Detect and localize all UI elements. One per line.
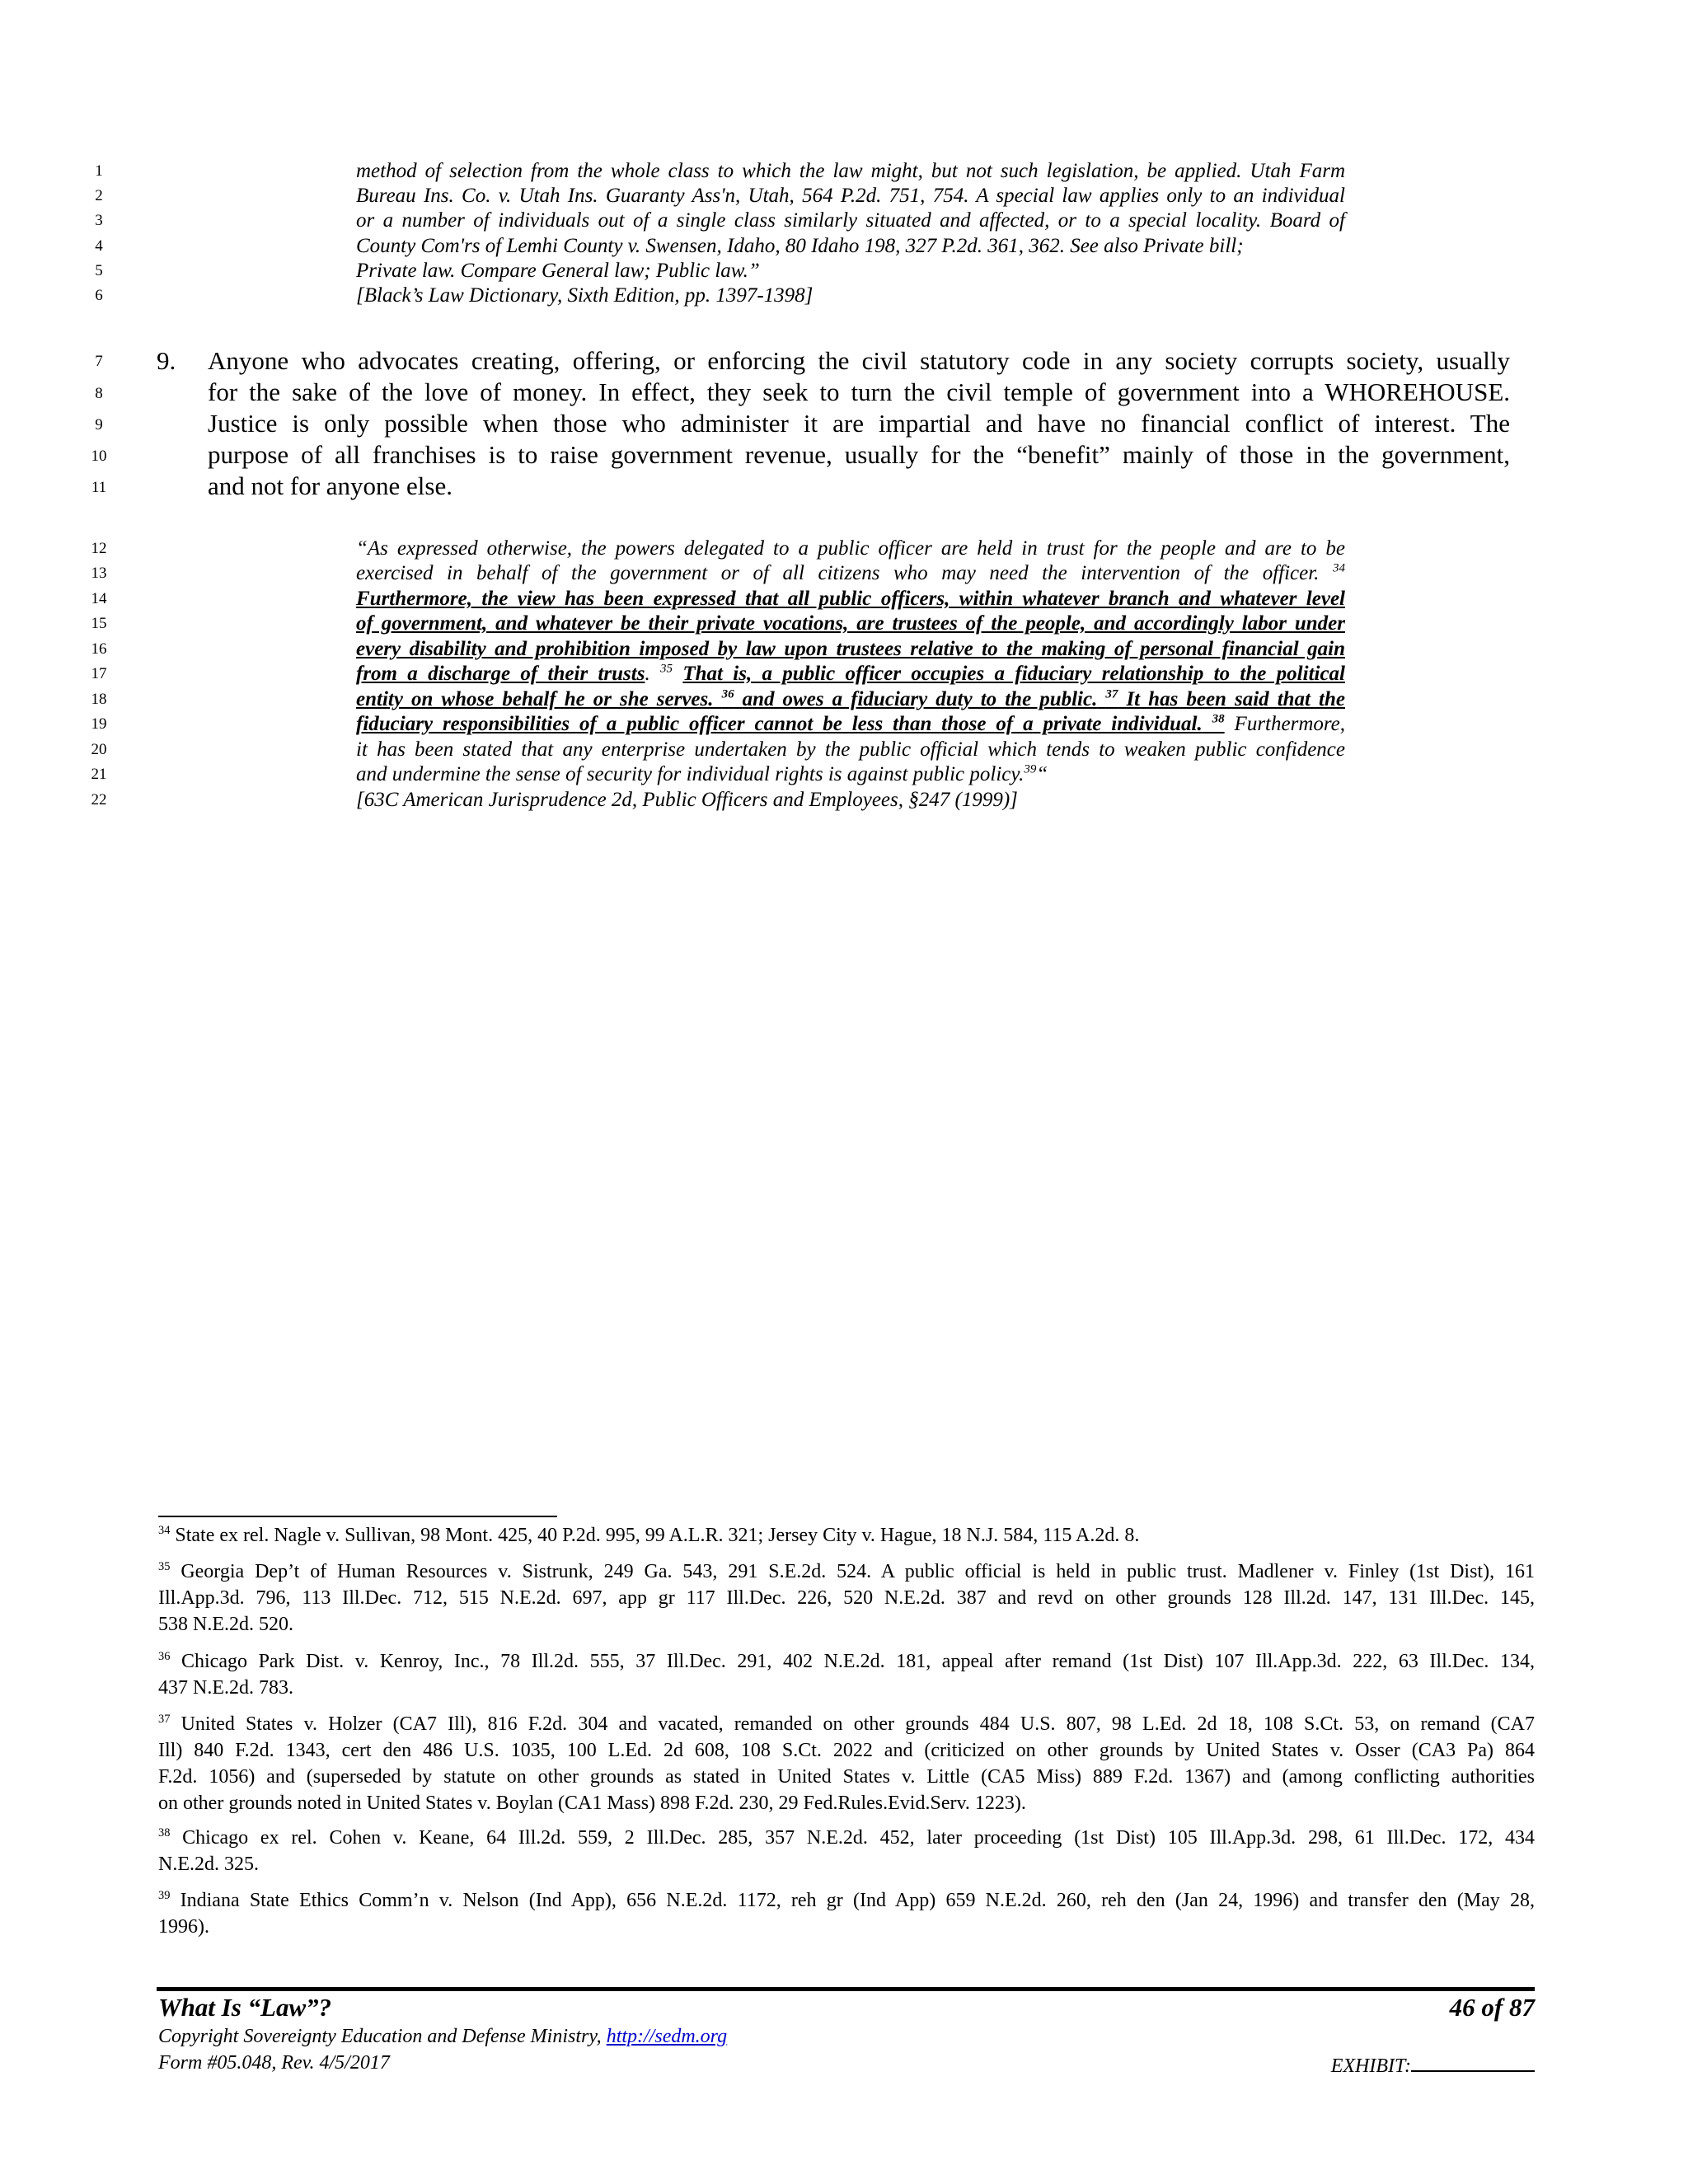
sedm-link[interactable]: http://sedm.org <box>606 2026 728 2047</box>
footnote-36 <box>158 1648 1535 1701</box>
quote-text: exercised in behalf of the government or of all citizens who may need the intervention of the officer. <box>356 562 1320 584</box>
footnote-text: State ex rel. Nagle v. Sullivan, 98 Mont. 425, 40 P.2d. 995, 99 A.L.R. 321; Jersey City v. Hague, 18 N.J. 584, 115 A.2d. 8. <box>175 1525 1140 1546</box>
footnote-line: Ill) 840 F.2d. 1343, cert den 486 U.S. 1035, 100 L.Ed. 2d 608, 108 S.Ct. 2022 and (criticized on other grounds by United States v. Osser (CA3 Pa) 864 <box>158 1740 1535 1761</box>
quote-emphasis-text: entity on whose behalf he or she serves. <box>356 688 714 710</box>
quote-emphasis-text: and owes a fiduciary duty to the public. <box>742 688 1098 710</box>
line-number: 14 <box>91 590 107 607</box>
footnote-text: Chicago ex rel. Cohen v. Keane, 64 Ill.2d. 559, 2 Ill.Dec. 285, 357 N.E.2d. 452, later proceeding (1st Dist) 105 Ill.App.3d. 298, 61 Ill.Dec. 172, 434 <box>182 1827 1536 1849</box>
footnote-line <box>158 1522 1535 1549</box>
line-number: 11 <box>91 479 107 496</box>
document-title: What Is “Law”? <box>158 1993 332 2022</box>
footnote-line: N.E.2d. 325. <box>158 1854 259 1875</box>
quote-text: “ <box>1036 763 1048 785</box>
line-number: 5 <box>95 262 103 279</box>
quote-line-emphasis: every disability and prohibition imposed by law upon trustees relative to the making of personal financial gain <box>356 638 1345 660</box>
footnote-ref-38[interactable]: 38 <box>1212 712 1225 726</box>
form-number: Form #05.048, Rev. 4/5/2017 <box>158 2052 390 2074</box>
footnote-38 <box>158 1825 1535 1877</box>
quote-line <box>356 662 1345 687</box>
line-number: 7 <box>95 353 103 370</box>
footnote-line: 437 N.E.2d. 783. <box>158 1677 293 1699</box>
footnote-line <box>158 1887 1535 1914</box>
quote-line: “As expressed otherwise, the powers delegated to a public officer are held in trust for the people and are to be <box>356 537 1345 560</box>
line-number: 18 <box>91 691 107 708</box>
quote-line <box>356 561 1345 586</box>
quote-line: it has been stated that any enterprise undertaken by the public official which tends to weaken public confidence <box>356 738 1345 761</box>
footnote-number: 36 <box>158 1650 171 1663</box>
quote-emphasis <box>356 713 1225 735</box>
quote-line: or a number of individuals out of a single class similarly situated and affected, or to a special locality. Board of <box>356 209 1345 232</box>
footnote-text: United States v. Holzer (CA7 Ill), 816 F.2d. 304 and vacated, remanded on other grounds 484 U.S. 807, 98 L.Ed. 2d 18, 108 S.Ct. 53, on remand (CA7 <box>181 1713 1535 1735</box>
line-number: 8 <box>95 385 103 402</box>
exhibit-field <box>1331 2052 1535 2078</box>
line-number: 13 <box>91 565 107 582</box>
footnote-35 <box>158 1558 1535 1638</box>
footnote-separator <box>158 1516 557 1517</box>
footnote-ref-34[interactable]: 34 <box>1333 561 1345 575</box>
quote-line-emphasis: of government, and whatever be their private vocations, are trustees of the people, and accordingly labor under <box>356 612 1345 635</box>
paragraph-line: Justice is only possible when those who administer it are impartial and have no financial conflict of interest. The <box>208 409 1510 438</box>
quote-line: method of selection from the whole class to which the law might, but not such legislation, be applied. Utah Farm <box>356 160 1345 182</box>
paragraph-line: for the sake of the love of money. In effect, they seek to turn the civil temple of government into a WHOREHOUSE. <box>208 377 1510 406</box>
quote-text: . <box>645 663 650 685</box>
line-number: 22 <box>91 791 107 808</box>
quote-line: Bureau Ins. Co. v. Utah Ins. Guaranty Ass'n, Utah, 564 P.2d. 751, 754. A special law applies only to an individual <box>356 185 1345 207</box>
footnote-39 <box>158 1887 1535 1940</box>
quote-emphasis-text: fiduciary responsibilities of a public officer cannot be less than those of a private individual. <box>356 713 1203 735</box>
footnote-number: 37 <box>158 1713 171 1726</box>
footnote-number: 39 <box>158 1889 171 1902</box>
line-number: 10 <box>91 448 107 465</box>
exhibit-blank[interactable] <box>1411 2052 1535 2072</box>
line-number: 19 <box>91 715 107 733</box>
footnote-line: Ill.App.3d. 796, 113 Ill.Dec. 712, 515 N.E.2d. 697, app gr 117 Ill.Dec. 226, 520 N.E.2d. 387 and revd on other grounds 128 Ill.2d. 147, 131 Ill.Dec. 145, <box>158 1587 1535 1609</box>
line-number: 12 <box>91 540 107 557</box>
paragraph-number: 9. <box>157 346 176 375</box>
footnote-number: 34 <box>158 1524 171 1537</box>
line-number: 16 <box>91 640 107 658</box>
footnote-number: 38 <box>158 1826 171 1840</box>
footnote-34 <box>158 1522 1535 1549</box>
page-number: 46 of 87 <box>1449 1993 1535 2022</box>
line-number: 9 <box>95 416 103 434</box>
quote-line-emphasis: Furthermore, the view has been expressed that all public officers, within whatever branch and whatever level <box>356 588 1345 610</box>
footnote-text: Indiana State Ethics Comm’n v. Nelson (Ind App), 656 N.E.2d. 1172, reh gr (Ind App) 659 N.E.2d. 260, reh den (Jan 24, 1996) and transfer den (May 28, <box>180 1890 1536 1911</box>
footnote-line <box>158 1648 1535 1675</box>
line-number: 17 <box>91 665 107 682</box>
quote-emphasis: That is, a public officer occupies a fiduciary relationship to the political <box>682 663 1345 685</box>
copyright-text: Copyright Sovereignty Education and Defense Ministry, <box>158 2026 607 2047</box>
quote-line: County Com'rs of Lemhi County v. Swensen, Idaho, 80 Idaho 198, 327 P.2d. 361, 362. See also Private bill; <box>356 235 1244 257</box>
footnote-37 <box>158 1711 1535 1816</box>
footnote-ref-39[interactable]: 39 <box>1024 762 1037 776</box>
footnote-line: on other grounds noted in United States v. Boylan (CA1 Mass) 898 F.2d. 230, 29 Fed.Rules.Evid.Serv. 1223). <box>158 1793 1026 1814</box>
quote-emphasis: from a discharge of their trusts <box>356 663 645 685</box>
footnote-text: Georgia Dep’t of Human Resources v. Sistrunk, 249 Ga. 543, 291 S.E.2d. 524. A public official is held in public trust. Madlener v. Finley (1st Dist), 161 <box>181 1561 1535 1582</box>
footnote-line <box>158 1825 1535 1851</box>
line-number: 21 <box>91 766 107 783</box>
quote-line <box>356 712 1345 737</box>
line-number: 15 <box>91 615 107 632</box>
line-number: 1 <box>95 162 103 180</box>
paragraph-line: and not for anyone else. <box>208 471 452 500</box>
exhibit-label: EXHIBIT: <box>1330 2055 1411 2077</box>
quote-line: Private law. Compare General law; Public law.” <box>356 260 760 282</box>
quote-text: Furthermore, <box>1234 713 1346 735</box>
quote-citation: [Black’s Law Dictionary, Sixth Edition, pp. 1397-1398] <box>356 284 814 307</box>
quote-line <box>356 687 1345 712</box>
line-number: 3 <box>95 212 103 229</box>
footnote-ref-37[interactable]: 37 <box>1105 687 1118 701</box>
footnote-ref-35[interactable]: 35 <box>660 662 673 676</box>
line-number: 2 <box>95 187 103 204</box>
footnote-text: Chicago Park Dist. v. Kenroy, Inc., 78 Ill.2d. 555, 37 Ill.Dec. 291, 402 N.E.2d. 181, appeal after remand (1st Dist) 107 Ill.App.3d. 222, 63 Ill.Dec. 134, <box>181 1651 1535 1672</box>
quote-text: and undermine the sense of security for individual rights is against public policy. <box>356 763 1025 785</box>
footnote-ref-36[interactable]: 36 <box>721 687 734 701</box>
footer-rule <box>157 1987 1535 1991</box>
quote-line <box>356 762 1345 787</box>
footnote-number: 35 <box>158 1560 171 1573</box>
footnote-line: 538 N.E.2d. 520. <box>158 1614 293 1635</box>
line-number: 20 <box>91 741 107 758</box>
paragraph-line: Anyone who advocates creating, offering, or enforcing the civil statutory code in any society corrupts society, usually <box>208 346 1510 375</box>
copyright-line <box>158 2026 727 2048</box>
footnote-line <box>158 1558 1535 1585</box>
quote-emphasis <box>356 688 1345 710</box>
footnote-line: 1996). <box>158 1916 209 1938</box>
footnote-line <box>158 1711 1535 1737</box>
line-number: 6 <box>95 287 103 304</box>
footnote-line: F.2d. 1056) and (superseded by statute on other grounds as stated in United States v. Little (CA5 Miss) 889 F.2d. 1367) and (among conflicting authorities <box>158 1766 1535 1788</box>
line-number: 4 <box>95 237 103 255</box>
quote-citation: [63C American Jurisprudence 2d, Public Officers and Employees, §247 (1999)] <box>356 789 1018 811</box>
paragraph-line: purpose of all franchises is to raise government revenue, usually for the “benefit” mainly of those in the government, <box>208 440 1510 469</box>
quote-emphasis-text: It has been said that the <box>1126 688 1345 710</box>
